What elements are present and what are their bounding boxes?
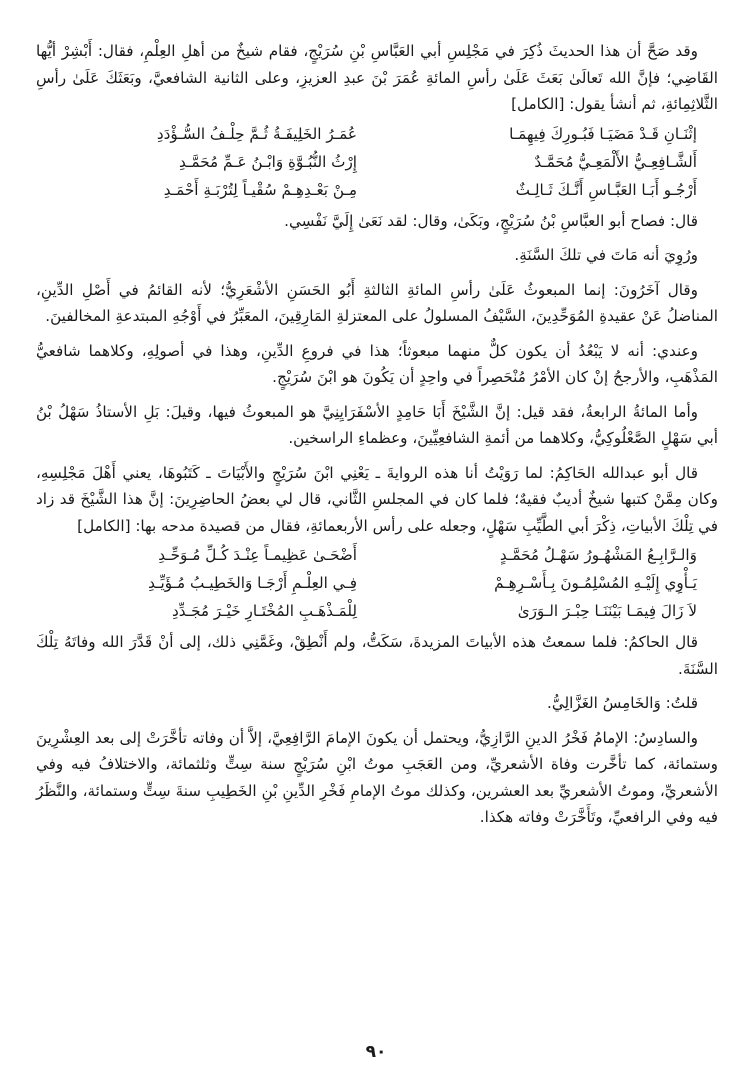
paragraph-gap: [36, 330, 718, 338]
paragraph-fifth-ghazali: قلتُ: وَالخَامِسُ الغَزَّالِيُّ.: [547, 694, 698, 712]
poem-verse: [57, 597, 697, 625]
verse-second-hemistich: لِلْمَـذْهَـبِ المُخْتَـارِ خَيْـرَ مُجَـدِّدِ: [171, 602, 357, 620]
poem-verse: [57, 569, 697, 597]
paragraph-gap: [36, 682, 718, 690]
poem-verse: [57, 541, 697, 569]
paragraph-gap: [36, 391, 718, 399]
paragraph-gap: [36, 452, 718, 460]
paragraph-ashari: وقال آخَرُونَ: إنما المبعوثُ عَلَىٰ رأسِ المائةِ الثالثةِ أَبُو الحَسَنِ الأشْعَرِيُّ؛ لأنه القائمُ في أَصْلِ الدِّينِ، المناضلُ عَنْ عقيدةِ المُوَحِّدِينَ، السَّيْفُ المسلولُ على المعتزلةِ المَارِقِينَ، المعَبِّرُ في أَوْجُهِ المبتدعةِ المخالفينَ.: [36, 280, 718, 325]
poem-verse: [57, 148, 697, 176]
verse-second-hemistich: عُمَـرُ الخَلِيفَـةُ ثُـمَّ حِلْـفُ السُّـؤْدَدِ: [156, 124, 357, 143]
poem-verse: [57, 176, 697, 204]
verse-first-hemistich: يَـأْوِي إِلَيْـهِ المُسْلِمُـونَ بِـأَسْـرِهِـمْ: [494, 574, 697, 592]
paragraph-al-hakim: قال أبو عبدالله الحَاكِمُ: لما رَوَيْتُ أنا هذه الروايةَ ـ يَعْنِي ابْنَ سُرَيْجٍ والأَبْيَاتَ ـ كَتَبُوهَا، يعني أَهْلَ مَجْلِسِهِ، وكان مِمَّنْ كتبها شيخٌ أديبٌ فقيهٌ؛ فلما كان في المجلسِ الثَّاني، قال لي بعضُ الحاضِرِينَ: إنَّ هذا الشَّيْخَ قد زاد في تِلْكَ الأبياتِ، ذِكْرَ أبي الطَّيِّبِ سَهْلٍ، وجعله على رأس الأربعمائةِ، فقال من قصيدة مدحه بها: [الكامل]: [36, 463, 718, 535]
paragraph-fourth-century: وأما المائةُ الرابعةُ، فقد قيل: إنَّ الشَّيْخَ أَبَا حَامِدٍ الأسْفَرَايِنِيَّ هو المبعوثُ فيها، وقيلَ: بَلِ الأستاذُ سَهْلُ بْنُ أبي سَهْلٍ الصَّعْلُوكِيُّ، وكلاهما من أئمةِ الشافعِيِّينَ، وعظماءِ الراسخين.: [36, 402, 718, 447]
paragraph-author-opinion: وعندي: أنه لا يَبْعُدُ أن يكون كلٌّ منهما مبعوثاً؛ هذا في فروعِ الدِّينِ، وهذا في أصولِهِ، وكلاهما شافعيُّ المَذْهَبِ، والأرجحُ إنْ كان الأمْرُ مُنْحَصِراً في واحِدٍ أن يَكُونَ هو ابْنَ سُرَيْجٍ.: [36, 341, 718, 386]
poem-second: [57, 541, 697, 625]
verse-first-hemistich: لاَ زَالَ فِيمَـا بَيْنَنَـا حِبْـرَ الـوَرَىٰ: [517, 602, 697, 620]
paragraph-ibn-surayj-wept: قال: فصاح أبو العبَّاسِ بْنُ سُرَيْجٍ، وبَكَىٰ، وقال: لقد نَعَىٰ إِلَيَّ نَفْسِي.: [284, 211, 698, 230]
book-page-body: [36, 38, 718, 831]
verse-second-hemistich: إِرْثُ النُّبُـوَّةِ وَابْـنُ عَـمِّ مُحَمَّـدِ: [179, 152, 357, 171]
paragraph-hakim-silent: قال الحاكمُ: فلما سمعتُ هذه الأبياتَ المزيدةَ، سَكَتُّ، ولم أَنْطِقْ، وغَمَّنِي ذلك، إلى أنْ قَدَّرَ الله وفاتَهُ تِلْكَ السَّنَةَ.: [36, 633, 718, 678]
verse-first-hemistich: أَرْجُـو أَبَـا العَبَّـاسِ أَنَّـكَ ثَـالِـثٌ: [515, 180, 697, 199]
paragraph-hadith-majlis: وقد صَحَّ أن هذا الحديثَ ذُكِرَ في مَجْلِسِ أبي العَبَّاسِ بْنِ سُرَيْجٍ، فقام شيخٌ من أهلِ العِلْمِ، فقال: أَبْشِرْ أيُّها القَاضِي؛ فإنَّ الله تَعالَىٰ بَعَثَ عَلَىٰ رأسِ المائةِ عُمَرَ بْنَ عبدِ العزيزِ، وعلى الثانية الشافعيَّ، وبَعَثَكَ عَلَىٰ رأسِ الثَّلاثِمِائةِ، ثم أنشأ يقول: [الكامل]: [36, 42, 718, 113]
verse-second-hemistich: أَضْحَـىٰ عَظِيمـاً عِنْـدَ كُـلِّ مُـوَحِّـدِ: [158, 546, 357, 564]
verse-first-hemistich: وَالـرَّابِـعُ المَشْهُـورُ سَهْـلُ مُحَمَّـدٍ: [499, 546, 697, 564]
paragraph-sixth-razi: والسادِسُ: الإمامُ فَخْرُ الدينِ الرَّازِيُّ، ويحتمل أن يكونَ الإمامَ الرَّافِعِيَّ، إلاَّ أن وفاته تأخَّرَتْ إلى بعد العِشْرِينَ وستمائة، كما تأخَّرت وفاة الأشعريِّ، ومن العَجَبِ موتُ ابْنِ سُرَيْجٍ سنة سِتٍّ وثلثمائة، والاختلافُ فيه وفي الأشعريِّ، وموتُ الأشعريِّ بعد العشرين، وكذلك موتُ الإمامِ فَخْرِ الدِّينِ بْنِ الخَطِيبِ سنةَ سِتٍّ وستمائة، والنَّظَرُ فيه وفي الرافعيِّ، وتَأَخَّرَتْ وفاته هكذا.: [36, 728, 718, 826]
poem-first: [57, 120, 697, 204]
verse-first-hemistich: أَلشَّـافِعِـيُّ الأَلْمَعِـيُّ مُحَمَّـدٌ: [534, 152, 697, 171]
verse-second-hemistich: فِـي العِلْـمِ أَرْجَـا وَالخَطِيـبُ مُـؤَيِّـدِ: [148, 574, 357, 592]
paragraph-gap: [36, 234, 718, 242]
poem-verse: [57, 120, 697, 148]
paragraph-died-that-year: ورُوِيَ أنه مَاتَ في تلكَ السَّنَةِ.: [514, 246, 698, 264]
paragraph-gap: [36, 717, 718, 725]
verse-first-hemistich: إثْنَـانِ قَـدْ مَضَيَـا فَبُـورِكَ فِيهِمَـا: [509, 124, 697, 143]
verse-second-hemistich: مِـنْ بَعْـدِهِـمْ سُقْيـاً لِتُرْبَـةِ أَحْمَـدِ: [163, 180, 357, 199]
page-number: ٩٠: [365, 1042, 387, 1062]
paragraph-gap: [36, 269, 718, 277]
